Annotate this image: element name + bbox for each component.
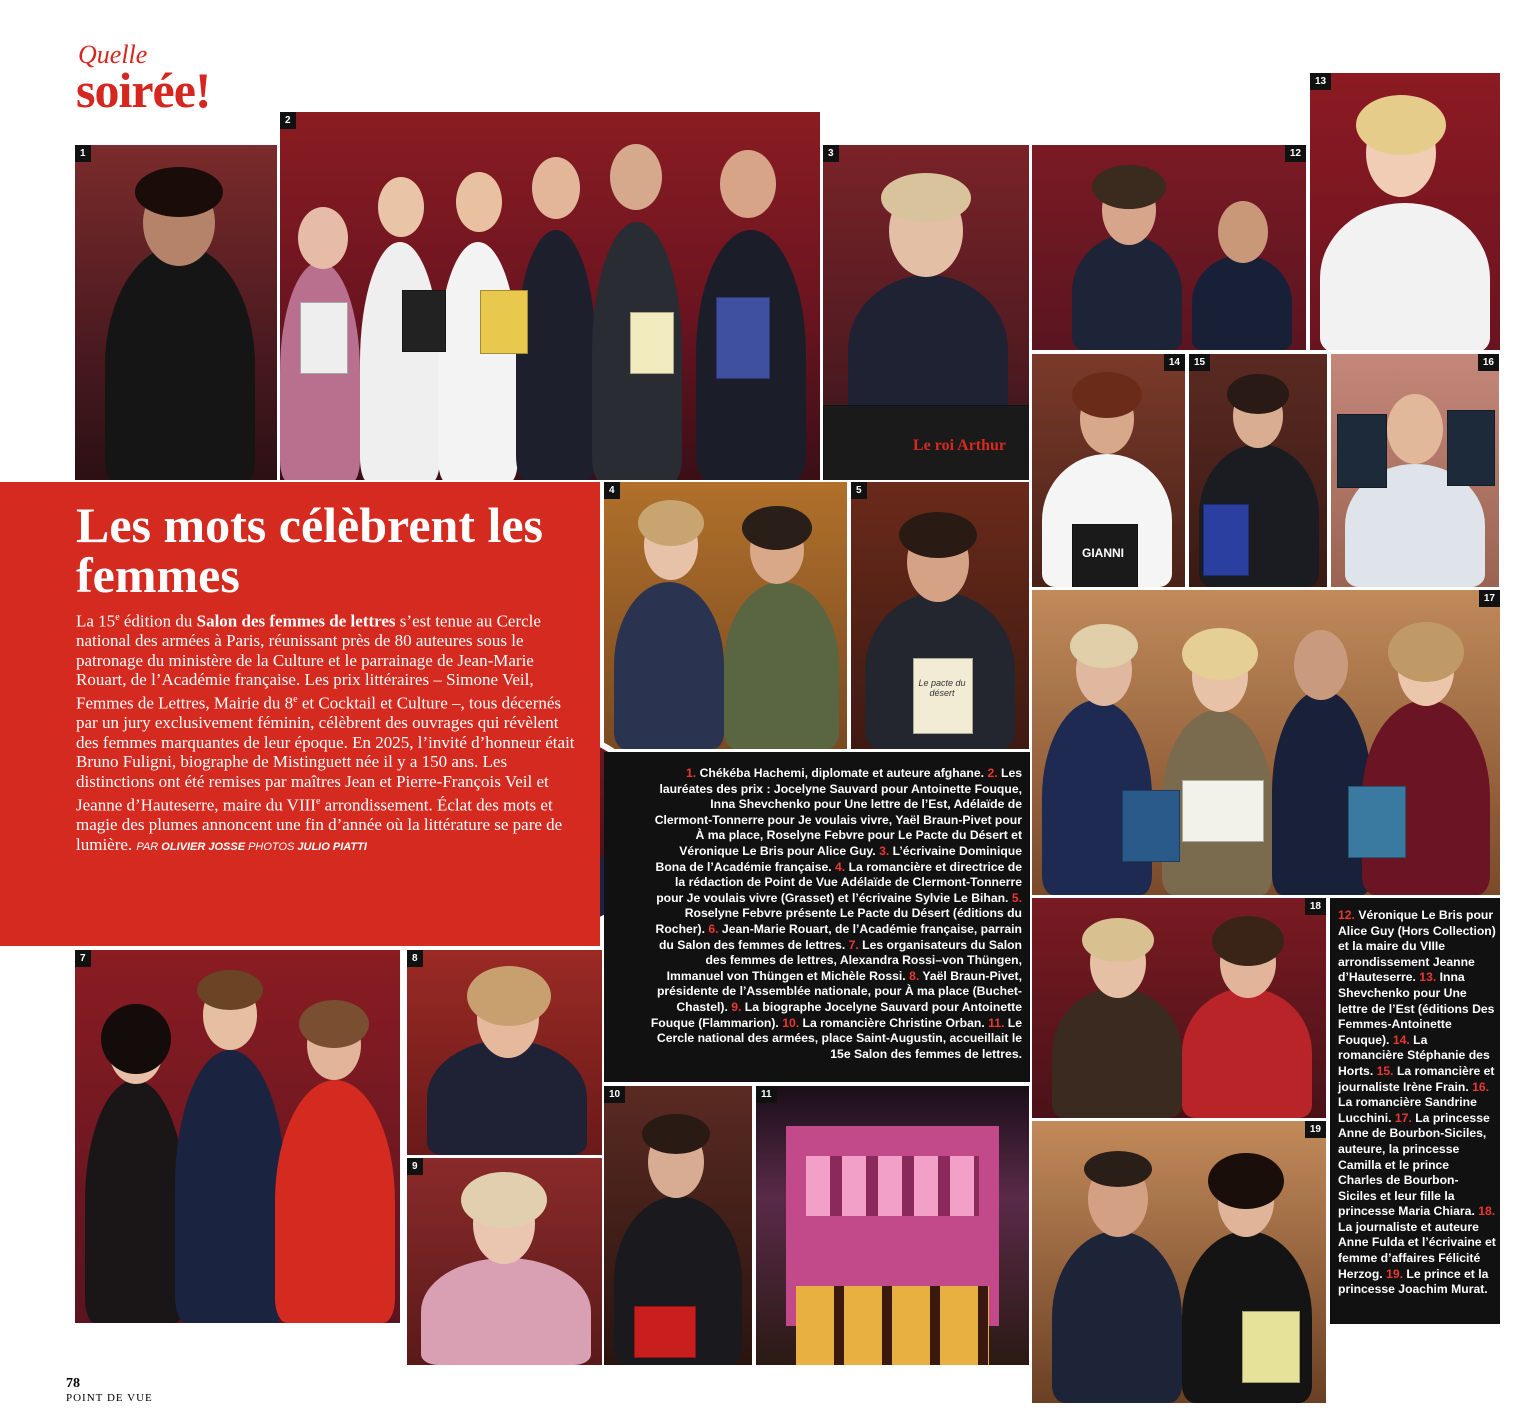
headline-panel bbox=[0, 482, 600, 946]
person-figure bbox=[1052, 988, 1182, 1118]
person-head bbox=[1387, 394, 1443, 464]
caption-number: 16. bbox=[1472, 1079, 1490, 1094]
photo-19 bbox=[1032, 1121, 1326, 1403]
photo-number: 3 bbox=[823, 145, 839, 162]
book bbox=[1337, 414, 1387, 488]
photo-number: 14 bbox=[1164, 354, 1185, 371]
intro-sup: e bbox=[115, 612, 120, 623]
intro-sup: e bbox=[293, 694, 298, 706]
photo-number: 15 bbox=[1189, 354, 1210, 371]
caption-number: 4. bbox=[835, 859, 846, 874]
caption-text: Chékéba Hachemi, diplomate et auteure afghane. bbox=[696, 766, 988, 780]
byline-author: OLIVIER JOSSE bbox=[161, 840, 246, 853]
person-head bbox=[1294, 630, 1348, 700]
book bbox=[1203, 504, 1249, 576]
person-figure bbox=[1192, 255, 1292, 350]
intro-part: et Cocktail et Culture –, tous décernés par un jury exclusivement féminin, célèbrent des ouvrages qui révèlent des femmes marquantes de leur époque. En 2025, l’invité d’honneur était Bruno Fuligni, biographe de Mistinguett née il y a 150 ans. Les distinctions ont été remises par maîtres Jean et Pierre-François Veil et Jeanne d’Hauteserre, maire du VIII bbox=[76, 693, 575, 815]
page-footer bbox=[66, 1376, 153, 1404]
photo-9 bbox=[407, 1158, 602, 1365]
person-figure bbox=[438, 242, 518, 480]
person-figure bbox=[275, 1080, 395, 1323]
caption-number: 6. bbox=[708, 921, 719, 936]
caption-number: 7. bbox=[848, 937, 859, 952]
photo-14 bbox=[1032, 354, 1185, 587]
photo-number: 13 bbox=[1310, 73, 1331, 90]
byline-photos: PHOTOS bbox=[245, 840, 298, 853]
building-windows bbox=[806, 1156, 979, 1216]
hair bbox=[197, 970, 263, 1010]
book bbox=[1242, 1311, 1300, 1383]
photo-number: 11 bbox=[756, 1086, 777, 1103]
photo-number: 17 bbox=[1479, 590, 1500, 607]
caption-text: Inna Shevchenko pour Une lettre de l’Est (éditions Des Femmes-Antoinette Fouque). bbox=[1338, 970, 1495, 1047]
caption-text: La biographe Jocelyne Sauvard pour Antoinette Fouque (Flammarion). bbox=[650, 999, 1022, 1030]
photo-13 bbox=[1310, 73, 1500, 350]
hair bbox=[461, 1172, 547, 1228]
person-head bbox=[378, 177, 424, 237]
caption-number: 14. bbox=[1392, 1032, 1410, 1047]
caption-number: 19. bbox=[1386, 1266, 1404, 1281]
photo-number: 4 bbox=[604, 482, 620, 499]
photo-2 bbox=[280, 112, 820, 480]
photo-12 bbox=[1032, 145, 1306, 350]
byline-photographer: JULIO PIATTI bbox=[297, 840, 367, 853]
caption-text: L’écrivaine Dominique Bona de l’Académie française. bbox=[655, 843, 1022, 874]
book-title: Le roi Arthur bbox=[913, 437, 1007, 454]
intro-part: s’est tenue au Cercle national des armées à Paris, réunissant près de 80 auteures sous le patronage du ministère de la Culture et le parrainage de Jean-Marie Rouart, de l’Académie française. Les prix littéraires – Simone Veil, Femmes de Lettres, Mairie du 8 bbox=[76, 611, 541, 713]
person-head bbox=[720, 150, 776, 218]
person-head bbox=[610, 144, 662, 210]
hair bbox=[1212, 916, 1284, 966]
building-arches bbox=[796, 1286, 989, 1365]
magazine-name: POINT DE VUE bbox=[66, 1392, 153, 1404]
hair bbox=[1182, 628, 1258, 680]
person-figure bbox=[614, 582, 724, 749]
intro-text bbox=[76, 608, 582, 857]
photo-number: 18 bbox=[1305, 898, 1326, 915]
photo-number: 8 bbox=[407, 950, 423, 967]
hair bbox=[1388, 622, 1464, 682]
hair bbox=[101, 1004, 171, 1074]
caption-text: Le Cercle national des armées, place Saint-Augustin, accueillait le 15e Salon des femmes de lettres. bbox=[656, 1015, 1022, 1061]
hair bbox=[467, 966, 551, 1026]
photo-18 bbox=[1032, 898, 1326, 1118]
caption-number: 8. bbox=[909, 968, 920, 983]
photo-1 bbox=[75, 145, 277, 480]
caption-number: 11. bbox=[988, 1015, 1005, 1030]
hair bbox=[1208, 1153, 1284, 1209]
book-title: GIANNI bbox=[1082, 546, 1124, 560]
person-figure bbox=[360, 242, 440, 480]
intro-bold: Salon des femmes de lettres bbox=[196, 611, 396, 631]
photo-16 bbox=[1331, 354, 1499, 587]
photo-4 bbox=[604, 482, 847, 749]
person-figure bbox=[848, 275, 1008, 425]
brand-line2: soirée! bbox=[76, 62, 211, 118]
photo-5 bbox=[851, 482, 1029, 749]
captions-block-1 bbox=[604, 752, 1030, 1082]
photo-number: 1 bbox=[75, 145, 91, 162]
photo-15 bbox=[1189, 354, 1327, 587]
hair bbox=[299, 1000, 369, 1048]
captions-text bbox=[1338, 908, 1496, 1298]
caption-text: Jean-Marie Rouart, de l’Académie française, parrain du Salon des femmes de lettres. bbox=[658, 921, 1022, 952]
headline: Les mots célèbrent les femmes bbox=[76, 497, 544, 603]
book bbox=[634, 1306, 696, 1358]
hair bbox=[638, 500, 704, 546]
person-head bbox=[298, 207, 348, 269]
photo-8 bbox=[407, 950, 602, 1155]
person-figure bbox=[724, 582, 839, 749]
photo-number: 5 bbox=[851, 482, 867, 499]
person-figure bbox=[1052, 1231, 1182, 1403]
brand-line1: Quelle bbox=[78, 40, 148, 69]
photo-number: 19 bbox=[1305, 1121, 1326, 1138]
photo-number: 9 bbox=[407, 1158, 423, 1175]
person-head bbox=[1218, 201, 1268, 263]
caption-text: La journaliste et auteure Anne Fulda et l’écrivaine et femme d’affaires Félicité Herzog. bbox=[1338, 1219, 1496, 1281]
caption-text: La romancière et journaliste Irène Frain. bbox=[1338, 1063, 1495, 1094]
person-head bbox=[456, 172, 502, 232]
photo-11 bbox=[756, 1086, 1029, 1365]
caption-text: La romancière et directrice de la rédaction de Point de Vue Adélaïde de Clermont-Tonnerre pour Je voulais vivre (Grasset) et l’écrivaine Sylvie Le Bihan. bbox=[656, 859, 1022, 905]
person-figure bbox=[1072, 235, 1182, 350]
caption-text: La romancière Christine Orban. bbox=[799, 1015, 989, 1030]
photo-number: 7 bbox=[75, 950, 91, 967]
book bbox=[480, 290, 528, 354]
photo-number: 10 bbox=[604, 1086, 625, 1103]
book bbox=[300, 302, 348, 374]
captions-text bbox=[650, 766, 1022, 1062]
photo-10 bbox=[604, 1086, 752, 1365]
caption-text: La romancière Stéphanie des Horts. bbox=[1338, 1032, 1490, 1078]
person-figure bbox=[1182, 988, 1312, 1118]
caption-text: Les lauréates des prix : Jocelyne Sauvard pour Antoinette Fouque, Inna Shevchenko pour Une lettre de l’Est, Adélaïde de Clermont-Tonnerre pour Je voulais vivre, Yaël Braun-Pivet pour À ma place, Roselyne Febvre pour Le Pacte du Désert et Véronique Le Bris pour Alice Guy. bbox=[654, 766, 1022, 858]
intro-part: édition du bbox=[119, 611, 197, 631]
caption-number: 15. bbox=[1376, 1063, 1394, 1078]
caption-number: 17. bbox=[1394, 1110, 1412, 1125]
caption-text: Roselyne Febvre présente Le Pacte du Désert (éditions du Rocher). bbox=[655, 906, 1022, 936]
photo-3 bbox=[823, 145, 1029, 480]
hair bbox=[1227, 374, 1289, 414]
person-figure bbox=[1320, 203, 1490, 350]
caption-number: 13. bbox=[1419, 970, 1437, 985]
caption-number: 5. bbox=[1011, 890, 1022, 905]
hair bbox=[135, 167, 223, 217]
hair bbox=[1070, 624, 1138, 668]
caption-number: 2. bbox=[987, 766, 998, 780]
intro-part: arrondissement. Éclat des mots et magie des plumes annoncent une fin d’année où la littérature se pare de lumière. bbox=[76, 795, 563, 854]
byline-par: PAR bbox=[136, 840, 162, 853]
caption-number: 9. bbox=[731, 999, 742, 1014]
page-number: 78 bbox=[66, 1376, 80, 1391]
person-figure bbox=[175, 1050, 285, 1323]
hair bbox=[881, 173, 971, 223]
hair bbox=[1092, 165, 1166, 209]
book bbox=[1122, 790, 1180, 862]
person-figure bbox=[516, 230, 596, 480]
book bbox=[1348, 786, 1406, 858]
caption-text: Le prince et la princesse Joachim Murat. bbox=[1338, 1266, 1489, 1297]
book bbox=[630, 312, 674, 374]
book-title: Le pacte du désert bbox=[918, 678, 966, 698]
caption-text: Les organisateurs du Salon des femmes de lettres, Alexandra Rossi–von Thüngen, Immanuel von Thüngen et Michèle Rossi. bbox=[666, 937, 1022, 983]
person-figure bbox=[85, 1080, 185, 1323]
caption-number: 1. bbox=[686, 766, 697, 780]
caption-text: La princesse Anne de Bourbon-Siciles, auteure, la princesse Camilla et le prince Charles de Bourbon-Siciles et leur fille la princesse Maria Chiara. bbox=[1338, 1110, 1490, 1219]
person-figure bbox=[421, 1258, 591, 1365]
caption-text: La romancière Sandrine Lucchini. bbox=[1338, 1095, 1477, 1125]
caption-text: Véronique Le Bris pour Alice Guy (Hors Collection) et la maire du VIIIe arrondissement Jeanne d’Hauteserre. bbox=[1338, 908, 1496, 985]
hair bbox=[1082, 918, 1154, 962]
book bbox=[1182, 780, 1264, 842]
book bbox=[716, 297, 770, 379]
hair bbox=[742, 506, 812, 550]
photo-7 bbox=[75, 950, 400, 1323]
photo-number: 16 bbox=[1478, 354, 1499, 371]
photo-17 bbox=[1032, 590, 1500, 895]
caption-number: 18. bbox=[1478, 1204, 1496, 1219]
section-logo bbox=[76, 40, 211, 118]
hair bbox=[899, 512, 977, 558]
person-figure bbox=[105, 245, 255, 480]
person-head bbox=[532, 157, 580, 219]
book bbox=[1447, 410, 1495, 486]
hair bbox=[1084, 1151, 1152, 1187]
hair bbox=[1072, 372, 1142, 418]
byline bbox=[136, 841, 366, 853]
hair bbox=[1356, 95, 1446, 155]
hair bbox=[642, 1114, 710, 1154]
caption-number: 12. bbox=[1338, 908, 1355, 922]
intro-part: La 15 bbox=[76, 611, 116, 631]
photo-number: 12 bbox=[1285, 145, 1306, 162]
intro-sup: e bbox=[315, 795, 321, 807]
captions-block-2 bbox=[1330, 898, 1500, 1324]
caption-text: Yaël Braun-Pivet, présidente de l’Assemblée nationale, pour À ma place (Buchet-Chastel). bbox=[656, 968, 1022, 1014]
book bbox=[402, 290, 446, 352]
caption-number: 3. bbox=[879, 843, 890, 858]
photo-number: 2 bbox=[280, 112, 296, 129]
caption-number: 10. bbox=[782, 1015, 800, 1030]
